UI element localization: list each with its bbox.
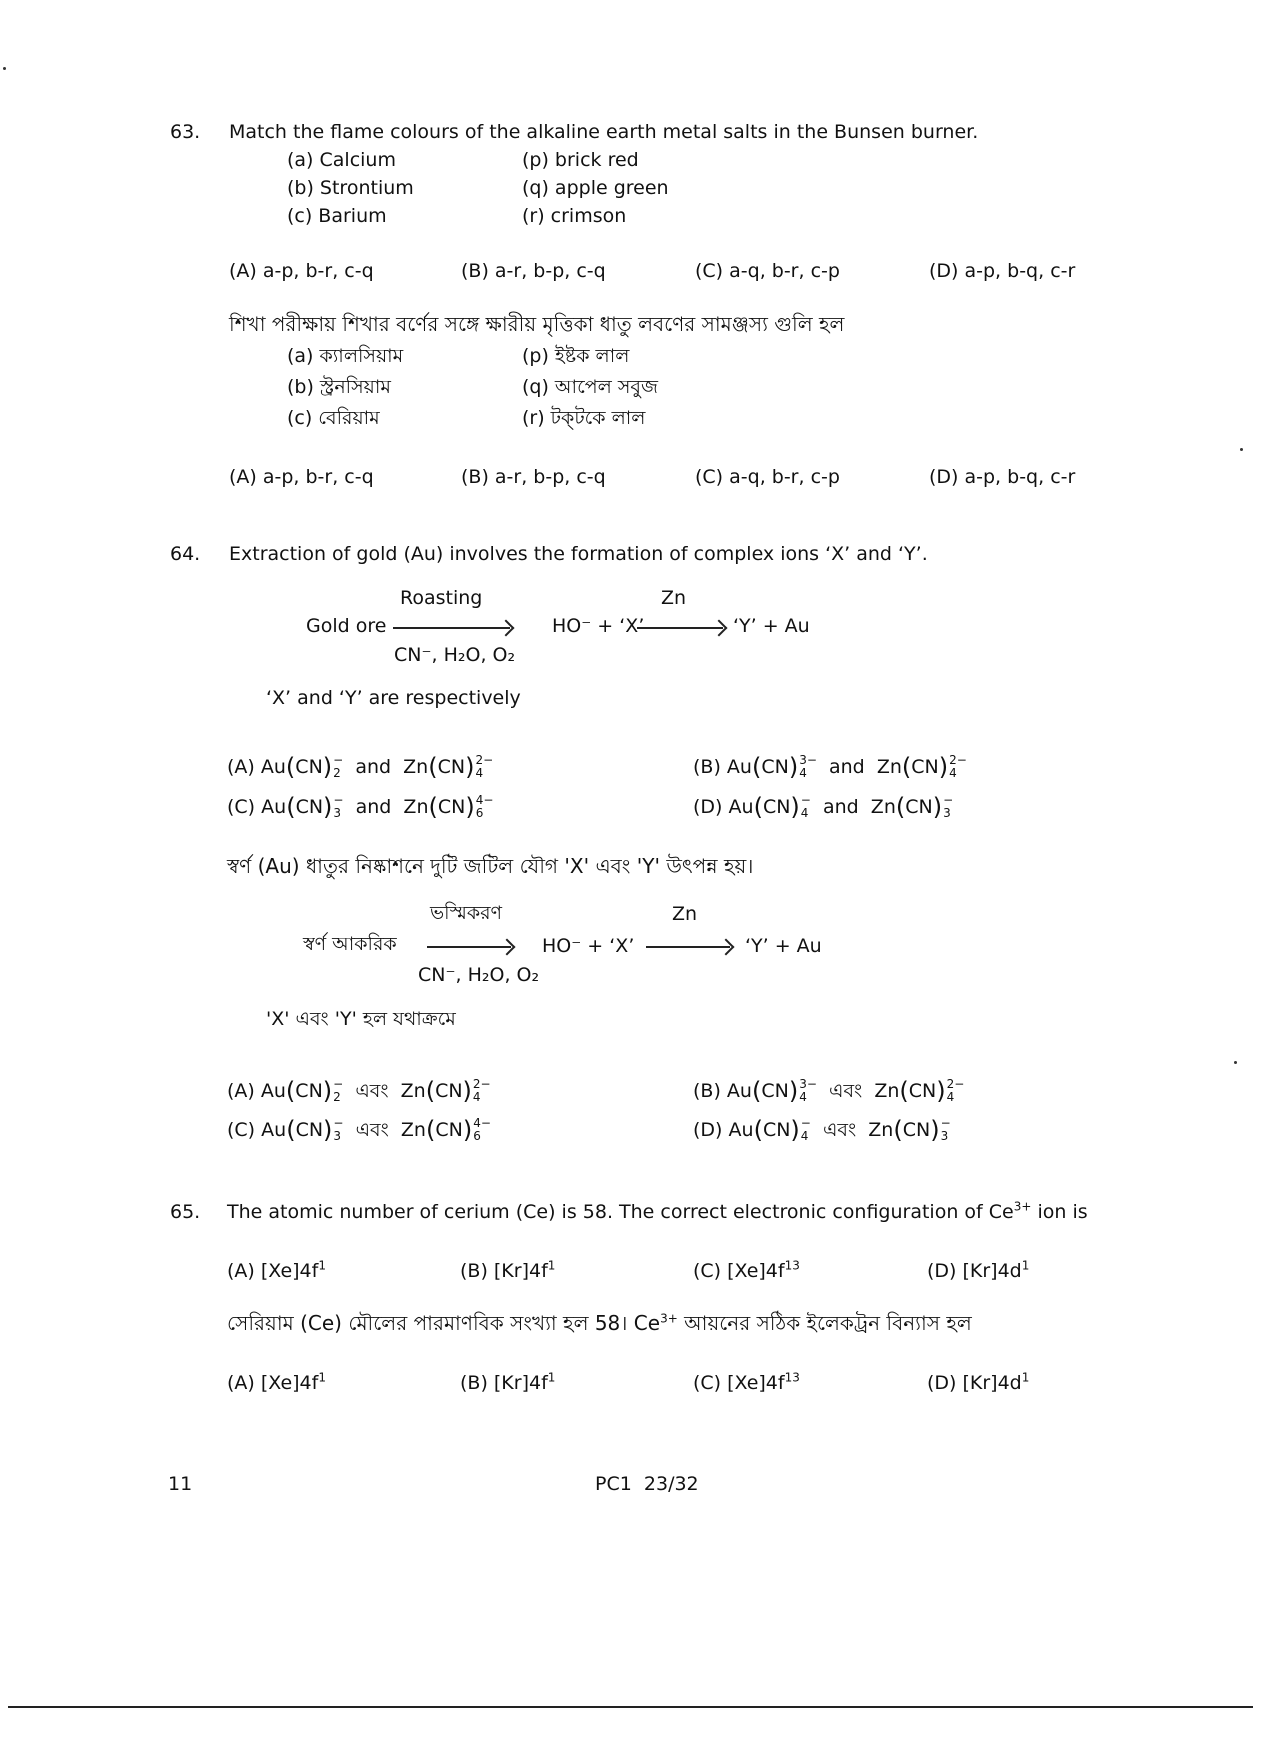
- q63-en-left-b: (b) Strontium: [287, 177, 414, 199]
- q63-en-option-a: (A) a-p, b-r, c-q: [229, 260, 374, 282]
- q65-en-option-b: (B) $[Kr]4f^1$: [460, 1258, 556, 1282]
- q64-en-step1-condition: Roasting: [400, 587, 483, 609]
- q63-en-left-c: (c) Barium: [287, 205, 387, 227]
- q63-bn-left-b: (b) স্ট্রনসিয়াম: [287, 376, 391, 398]
- q65-bn-option-b: (B) $[Kr]4f^1$: [460, 1370, 556, 1394]
- q64-en-step1-reagents: CN⁻, H₂O, O₂: [394, 644, 516, 666]
- question-63-text-en: Match the flame colours of the alkaline earth metal salts in the Bunsen burner.: [229, 121, 979, 143]
- q64-en-reactant: Gold ore: [306, 615, 387, 637]
- q63-en-right-r: (r) crimson: [522, 205, 627, 227]
- q63-bn-left-c: (c) বেরিয়াম: [287, 407, 380, 429]
- q64-bn-intermediate: HO⁻ + ‘X’: [542, 935, 635, 957]
- q64-bn-step2-reagent: Zn: [672, 903, 698, 925]
- q64-en-arrow-1: [393, 627, 510, 629]
- q64-en-option-d: (D) Au ( CN ) − 4 and Zn ( CN ) − 3: [693, 793, 954, 821]
- q64-bn-reactant: স্বর্ণ আকরিক: [303, 933, 397, 955]
- q63-bn-right-r: (r) টক্‌টকে লাল: [522, 407, 646, 429]
- q64-en-arrow-2: [637, 627, 723, 629]
- question-number-65: 65.: [170, 1201, 201, 1223]
- q64-en-step2-reagent: Zn: [661, 587, 687, 609]
- question-number-63: 63.: [170, 121, 201, 143]
- q64-en-product: ‘Y’ + Au: [733, 615, 810, 637]
- q65-en-option-d: (D) $[Kr]4d^1$: [927, 1258, 1030, 1282]
- question-64-text-en: Extraction of gold (Au) involves the formation of complex ions ‘X’ and ‘Y’.: [229, 543, 928, 565]
- q64-bn-prompt: 'X' এবং 'Y' হল যথাক্রমে: [266, 1008, 456, 1030]
- q64-bn-arrow-2: [646, 946, 730, 948]
- q64-en-option-c: (C) Au ( CN ) − 3 and Zn ( CN ) 4− 6: [227, 793, 494, 821]
- q64-bn-product: ‘Y’ + Au: [745, 935, 822, 957]
- q64-bn-arrow-1: [427, 946, 511, 948]
- scan-speck: [1240, 448, 1243, 451]
- q63-bn-option-c: (C) a-q, b-r, c-p: [695, 466, 840, 488]
- q63-bn-option-a: (A) a-p, b-r, c-q: [229, 466, 374, 488]
- q64-bn-option-d: (D) Au ( CN ) − 4 এবং Zn ( CN ) − 3: [693, 1116, 951, 1144]
- question-65-text-bn: সেরিয়াম (Ce) মৌলের পারমাণবিক সংখ্যা হল 58। $Ce^{3+}$ আয়নের সঠিক ইলেকট্রন বিন্যাস হল: [227, 1311, 972, 1335]
- q64-en-prompt: ‘X’ and ‘Y’ are respectively: [266, 687, 521, 709]
- q64-bn-option-c: (C) Au ( CN ) − 3 এবং Zn ( CN ) 4− 6: [227, 1116, 491, 1144]
- question-65-text-en: The atomic number of cerium (Ce) is 58. The correct electronic configuration of $Ce^{3+}$ ion is: [227, 1199, 1088, 1223]
- q63-bn-option-d: (D) a-p, b-q, c-r: [929, 466, 1076, 488]
- q64-bn-option-a: (A) Au ( CN ) − 2 এবং Zn ( CN ) 2− 4: [227, 1077, 491, 1105]
- q65-bn-option-c: (C) $[Xe]4f^{13}$: [693, 1370, 800, 1394]
- q63-bn-right-p: (p) ইষ্টক লাল: [522, 345, 630, 367]
- q64-en-option-b: (B) Au ( CN ) 3− 4 and Zn ( CN ) 2− 4: [693, 753, 967, 781]
- q64-en-intermediate: HO⁻ + ‘X’: [552, 615, 645, 637]
- q63-bn-option-b: (B) a-r, b-p, c-q: [461, 466, 606, 488]
- q64-bn-option-b: (B) Au ( CN ) 3− 4 এবং Zn ( CN ) 2− 4: [693, 1077, 965, 1105]
- q64-en-option-a: (A) Au ( CN ) − 2 and Zn ( CN ) 2− 4: [227, 753, 494, 781]
- q63-bn-right-q: (q) আপেল সবুজ: [522, 376, 658, 398]
- question-number-64: 64.: [170, 543, 201, 565]
- q65-en-option-a: (A) $[Xe]4f^1$: [227, 1258, 326, 1282]
- q64-bn-step1-condition: ভস্মিকরণ: [430, 902, 503, 924]
- q63-en-option-b: (B) a-r, b-p, c-q: [461, 260, 606, 282]
- question-64-text-bn: স্বর্ণ (Au) ধাতুর নিষ্কাশনে দুটি জটিল যৌগ 'X' এবং 'Y' উৎপন্ন হয়।: [227, 854, 754, 878]
- q63-en-left-a: (a) Calcium: [287, 149, 396, 171]
- scan-speck: [3, 67, 6, 70]
- q65-bn-option-a: (A) $[Xe]4f^1$: [227, 1370, 326, 1394]
- page-number: PC1 23/32: [595, 1473, 699, 1495]
- q63-en-option-d: (D) a-p, b-q, c-r: [929, 260, 1076, 282]
- q65-bn-option-d: (D) $[Kr]4d^1$: [927, 1370, 1030, 1394]
- q63-en-right-p: (p) brick red: [522, 149, 639, 171]
- q63-en-option-c: (C) a-q, b-r, c-p: [695, 260, 840, 282]
- q65-en-option-c: (C) $[Xe]4f^{13}$: [693, 1258, 800, 1282]
- q63-bn-left-a: (a) ক্যালসিয়াম: [287, 345, 404, 367]
- q63-en-right-q: (q) apple green: [522, 177, 669, 199]
- scan-speck: [1234, 1061, 1237, 1064]
- question-63-text-bn: শিখা পরীক্ষায় শিখার বর্ণের সঙ্গে ক্ষারীয় মৃত্তিকা ধাতু লবণের সামঞ্জস্য গুলি হল: [229, 312, 845, 336]
- footer-left-mark: 11: [168, 1473, 193, 1495]
- bottom-rule: [8, 1706, 1253, 1708]
- q64-bn-step1-reagents: CN⁻, H₂O, O₂: [418, 964, 540, 986]
